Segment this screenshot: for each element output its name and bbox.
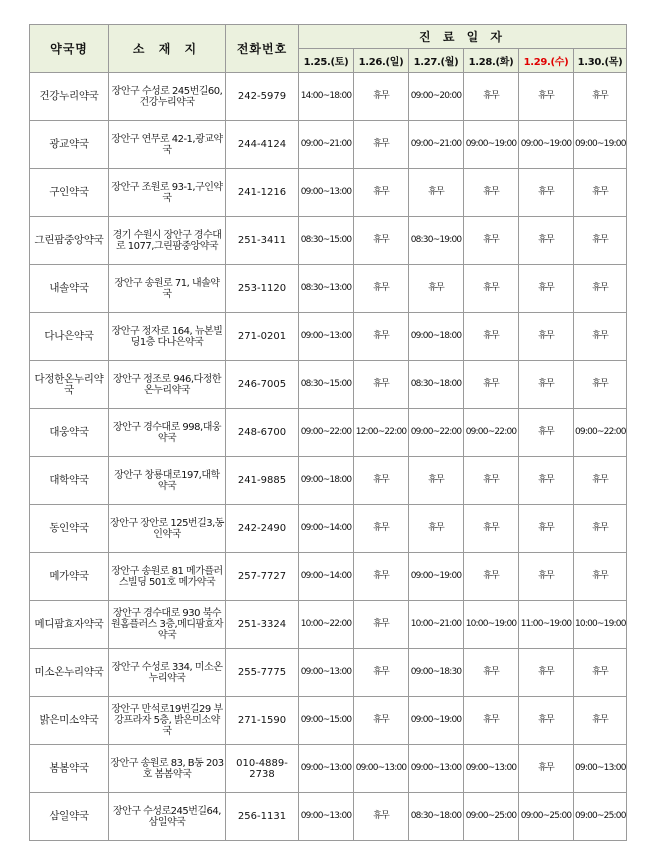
table-row	[30, 793, 627, 841]
hours-cell: 09:00~25:00	[519, 793, 574, 841]
hours-cell: 휴무	[519, 553, 574, 601]
pharmacy-name: 내솔약국	[30, 265, 109, 313]
pharmacy-name: 메디팜효자약국	[30, 601, 109, 649]
pharmacy-address: 장안구 연무로 42-1,광교약국	[109, 121, 226, 169]
pharmacy-address: 장안구 장안로 125번길3,동인약국	[109, 505, 226, 553]
table-row	[30, 265, 627, 313]
hours-cell: 09:00~19:00	[574, 121, 627, 169]
hours-cell: 08:30~15:00	[299, 217, 354, 265]
header-date-4-holiday: 1.29.(수)	[519, 49, 574, 73]
hours-cell: 휴무	[409, 265, 464, 313]
header-date-2: 1.27.(월)	[409, 49, 464, 73]
pharmacy-phone: 246-7005	[226, 361, 299, 409]
table-row	[30, 601, 627, 649]
table-row	[30, 649, 627, 697]
hours-cell: 09:00~13:00	[299, 793, 354, 841]
hours-cell: 휴무	[574, 697, 627, 745]
pharmacy-name: 광교약국	[30, 121, 109, 169]
table-row	[30, 553, 627, 601]
hours-cell: 10:00~19:00	[464, 601, 519, 649]
pharmacy-address: 장안구 수성로 334, 미소온누리약국	[109, 649, 226, 697]
hours-cell: 휴무	[519, 697, 574, 745]
pharmacy-address: 장안구 송원로 71, 내솔약국	[109, 265, 226, 313]
hours-cell: 09:00~22:00	[464, 409, 519, 457]
pharmacy-name: 봄봄약국	[30, 745, 109, 793]
hours-cell: 09:00~18:00	[299, 457, 354, 505]
hours-cell: 10:00~19:00	[574, 601, 627, 649]
table-row	[30, 313, 627, 361]
hours-cell: 휴무	[354, 793, 409, 841]
hours-cell: 휴무	[354, 553, 409, 601]
hours-cell: 09:00~14:00	[299, 553, 354, 601]
pharmacy-phone: 010-4889-2738	[226, 745, 299, 793]
hours-cell: 휴무	[464, 169, 519, 217]
table-row	[30, 73, 627, 121]
hours-cell: 09:00~13:00	[409, 745, 464, 793]
pharmacy-phone: 257-7727	[226, 553, 299, 601]
pharmacy-phone: 244-4124	[226, 121, 299, 169]
hours-cell: 휴무	[519, 361, 574, 409]
pharmacy-name: 대웅약국	[30, 409, 109, 457]
header-phone: 전화번호	[226, 25, 299, 73]
hours-cell: 휴무	[519, 169, 574, 217]
hours-cell: 09:00~13:00	[574, 745, 627, 793]
hours-cell: 08:30~15:00	[299, 361, 354, 409]
hours-cell: 11:00~19:00	[519, 601, 574, 649]
hours-cell: 휴무	[519, 73, 574, 121]
pharmacy-address: 장안구 송원로 83, B동 203호 봄봄약국	[109, 745, 226, 793]
hours-cell: 09:00~19:00	[409, 553, 464, 601]
header-address: 소 재 지	[109, 25, 226, 73]
pharmacy-name: 대학약국	[30, 457, 109, 505]
hours-cell: 휴무	[464, 217, 519, 265]
pharmacy-phone: 242-2490	[226, 505, 299, 553]
pharmacy-phone: 251-3411	[226, 217, 299, 265]
hours-cell: 09:00~15:00	[299, 697, 354, 745]
hours-cell: 휴무	[519, 457, 574, 505]
hours-cell: 09:00~14:00	[299, 505, 354, 553]
hours-cell: 10:00~22:00	[299, 601, 354, 649]
hours-cell: 09:00~22:00	[574, 409, 627, 457]
pharmacy-phone: 255-7775	[226, 649, 299, 697]
hours-cell: 휴무	[354, 601, 409, 649]
hours-cell: 휴무	[519, 409, 574, 457]
hours-cell: 휴무	[574, 217, 627, 265]
hours-cell: 휴무	[409, 505, 464, 553]
hours-cell: 휴무	[409, 169, 464, 217]
hours-cell: 휴무	[354, 457, 409, 505]
hours-cell: 휴무	[464, 265, 519, 313]
header-date-5: 1.30.(목)	[574, 49, 627, 73]
hours-cell: 09:00~18:00	[409, 313, 464, 361]
hours-cell: 09:00~22:00	[299, 409, 354, 457]
hours-cell: 휴무	[354, 265, 409, 313]
hours-cell: 휴무	[354, 649, 409, 697]
pharmacy-phone: 242-5979	[226, 73, 299, 121]
pharmacy-name: 메가약국	[30, 553, 109, 601]
hours-cell: 휴무	[464, 361, 519, 409]
pharmacy-address: 장안구 만석로19번길29 부강프라자 5층, 밝은미소약국	[109, 697, 226, 745]
hours-cell: 09:00~13:00	[299, 745, 354, 793]
hours-cell: 휴무	[574, 169, 627, 217]
hours-cell: 휴무	[409, 457, 464, 505]
hours-cell: 휴무	[519, 217, 574, 265]
pharmacy-name: 다정한온누리약국	[30, 361, 109, 409]
hours-cell: 09:00~19:00	[519, 121, 574, 169]
hours-cell: 휴무	[574, 649, 627, 697]
hours-cell: 휴무	[574, 265, 627, 313]
hours-cell: 휴무	[464, 553, 519, 601]
pharmacy-phone: 241-1216	[226, 169, 299, 217]
hours-cell: 09:00~13:00	[299, 313, 354, 361]
pharmacy-name: 밝은미소약국	[30, 697, 109, 745]
header-date-0: 1.25.(토)	[299, 49, 354, 73]
pharmacy-address: 장안구 정조로 946,다정한온누리약국	[109, 361, 226, 409]
hours-cell: 휴무	[519, 649, 574, 697]
pharmacy-phone: 241-9885	[226, 457, 299, 505]
pharmacy-address: 장안구 경수대로 998,대웅약국	[109, 409, 226, 457]
table-row	[30, 361, 627, 409]
hours-cell: 휴무	[464, 73, 519, 121]
hours-cell: 09:00~25:00	[464, 793, 519, 841]
hours-cell: 휴무	[354, 121, 409, 169]
hours-cell: 휴무	[354, 217, 409, 265]
hours-cell: 08:30~18:00	[409, 361, 464, 409]
pharmacy-phone: 271-1590	[226, 697, 299, 745]
hours-cell: 휴무	[574, 553, 627, 601]
hours-cell: 휴무	[464, 505, 519, 553]
hours-cell: 09:00~13:00	[299, 649, 354, 697]
hours-cell: 휴무	[354, 361, 409, 409]
hours-cell: 휴무	[574, 313, 627, 361]
pharmacy-name: 다나은약국	[30, 313, 109, 361]
hours-cell: 휴무	[354, 505, 409, 553]
table-row	[30, 745, 627, 793]
pharmacy-phone: 271-0201	[226, 313, 299, 361]
table-row	[30, 217, 627, 265]
table-row	[30, 505, 627, 553]
pharmacy-phone: 251-3324	[226, 601, 299, 649]
hours-cell: 휴무	[519, 505, 574, 553]
table-row	[30, 121, 627, 169]
hours-cell: 10:00~21:00	[409, 601, 464, 649]
hours-cell: 휴무	[574, 73, 627, 121]
hours-cell: 휴무	[464, 649, 519, 697]
table-row	[30, 697, 627, 745]
hours-cell: 휴무	[519, 265, 574, 313]
pharmacy-name: 구인약국	[30, 169, 109, 217]
hours-cell: 08:30~19:00	[409, 217, 464, 265]
hours-cell: 휴무	[519, 313, 574, 361]
hours-cell: 휴무	[464, 697, 519, 745]
hours-cell: 09:00~13:00	[354, 745, 409, 793]
hours-cell: 휴무	[574, 457, 627, 505]
hours-cell: 휴무	[574, 361, 627, 409]
hours-cell: 08:30~18:00	[409, 793, 464, 841]
pharmacy-name: 동인약국	[30, 505, 109, 553]
hours-cell: 08:30~13:00	[299, 265, 354, 313]
hours-cell: 09:00~18:30	[409, 649, 464, 697]
pharmacy-address: 장안구 수성로245번길64, 삼일약국	[109, 793, 226, 841]
hours-cell: 12:00~22:00	[354, 409, 409, 457]
pharmacy-name: 그린팜중앙약국	[30, 217, 109, 265]
hours-cell: 14:00~18:00	[299, 73, 354, 121]
header-date-1: 1.26.(일)	[354, 49, 409, 73]
hours-cell: 휴무	[354, 169, 409, 217]
pharmacy-address: 장안구 수성로 245번길60, 건강누리약국	[109, 73, 226, 121]
pharmacy-schedule-table	[29, 24, 627, 841]
pharmacy-name: 미소온누리약국	[30, 649, 109, 697]
pharmacy-address: 장안구 경수대로 930 북수원홈플러스 3층,메디팜효자약국	[109, 601, 226, 649]
hours-cell: 09:00~21:00	[409, 121, 464, 169]
header-date-3: 1.28.(화)	[464, 49, 519, 73]
pharmacy-address: 경기 수원시 장안구 경수대로 1077,그린팜중앙약국	[109, 217, 226, 265]
schedule-rows	[30, 73, 627, 841]
hours-cell: 휴무	[354, 313, 409, 361]
hours-cell: 09:00~22:00	[409, 409, 464, 457]
pharmacy-address: 장안구 창룡대로197,대학약국	[109, 457, 226, 505]
hours-cell: 09:00~25:00	[574, 793, 627, 841]
table-row	[30, 457, 627, 505]
pharmacy-name: 삼일약국	[30, 793, 109, 841]
table-row	[30, 409, 627, 457]
hours-cell: 휴무	[574, 505, 627, 553]
hours-cell: 09:00~13:00	[299, 169, 354, 217]
pharmacy-name: 건강누리약국	[30, 73, 109, 121]
hours-cell: 휴무	[354, 73, 409, 121]
pharmacy-address: 장안구 송원로 81 메가플러스빌딩 501호 메가약국	[109, 553, 226, 601]
hours-cell: 09:00~20:00	[409, 73, 464, 121]
hours-cell: 휴무	[464, 457, 519, 505]
header-pharmacy-name: 약국명	[30, 25, 109, 73]
hours-cell: 09:00~13:00	[464, 745, 519, 793]
pharmacy-phone: 253-1120	[226, 265, 299, 313]
pharmacy-phone: 248-6700	[226, 409, 299, 457]
hours-cell: 09:00~19:00	[464, 121, 519, 169]
hours-cell: 휴무	[354, 697, 409, 745]
header-schedule-title: 진 료 일 자	[299, 25, 627, 49]
hours-cell: 09:00~19:00	[409, 697, 464, 745]
hours-cell: 휴무	[519, 745, 574, 793]
pharmacy-phone: 256-1131	[226, 793, 299, 841]
table-row	[30, 169, 627, 217]
pharmacy-address: 장안구 조원로 93-1,구인약국	[109, 169, 226, 217]
hours-cell: 휴무	[464, 313, 519, 361]
pharmacy-address: 장안구 정자로 164, 뉴본빌딩1층 다나은약국	[109, 313, 226, 361]
hours-cell: 09:00~21:00	[299, 121, 354, 169]
